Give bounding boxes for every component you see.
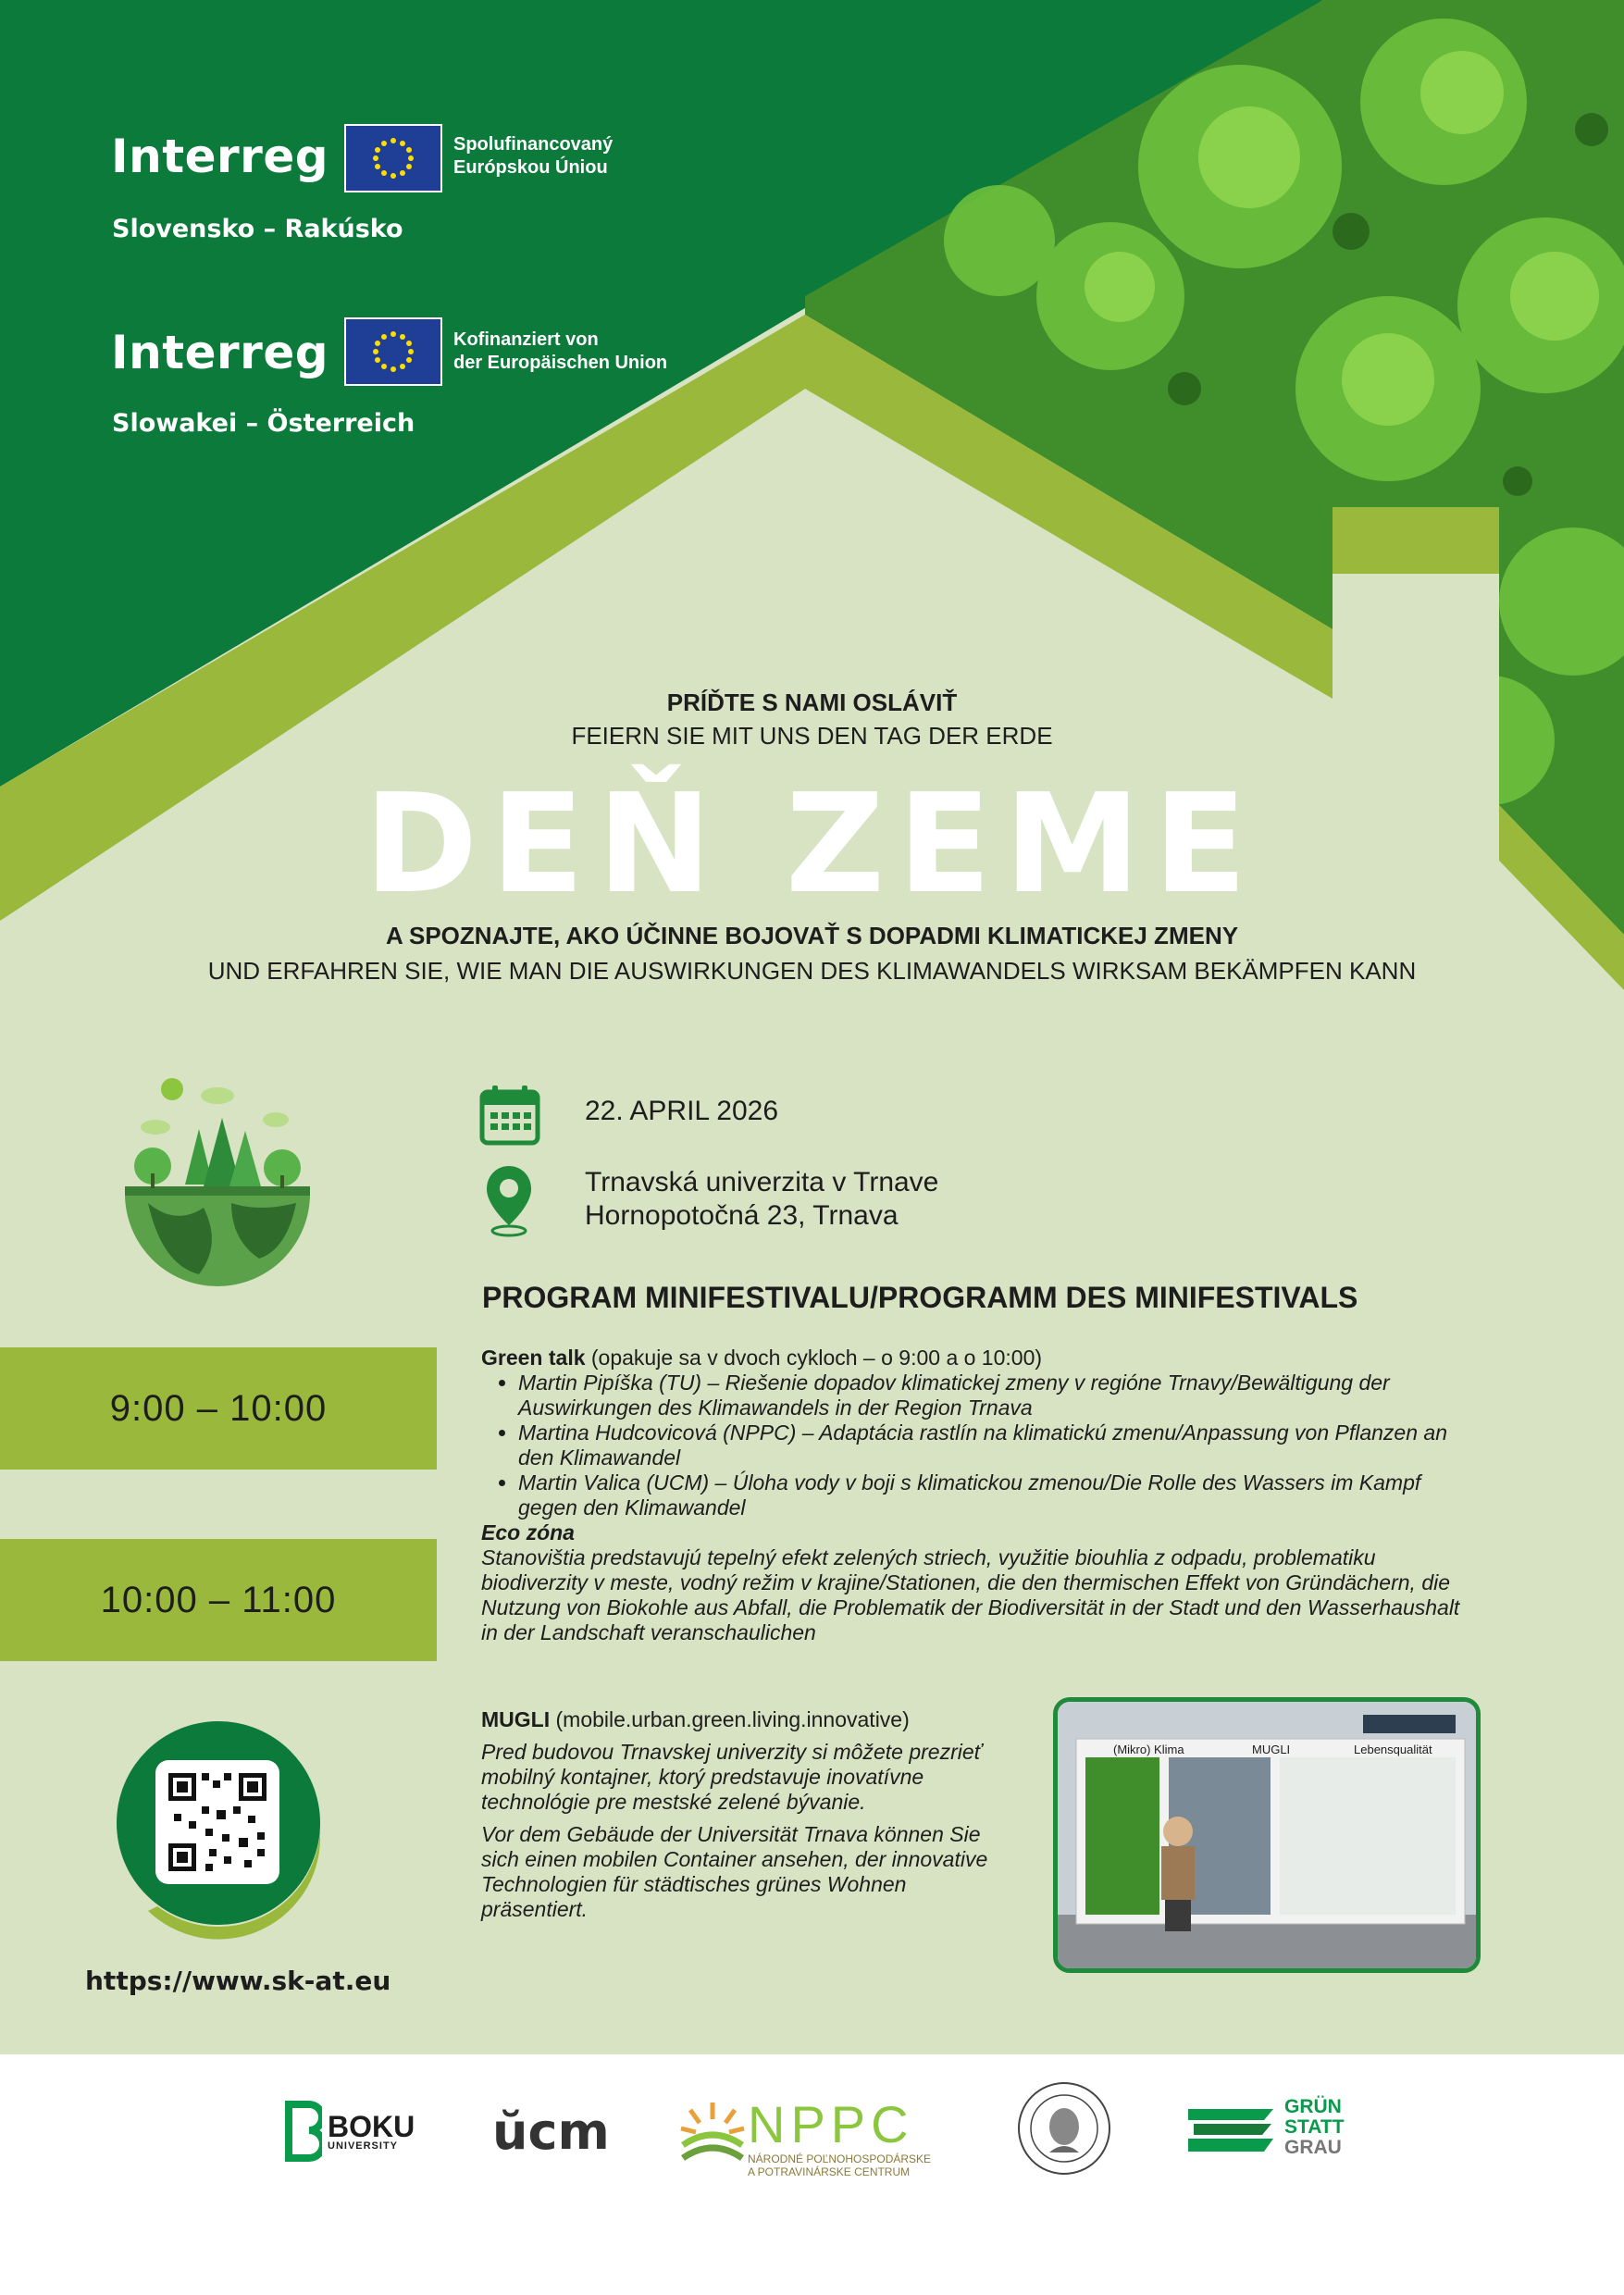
- qr-code[interactable]: [155, 1760, 279, 1884]
- interreg-logo-text: Interreg: [111, 130, 329, 183]
- mugli-text-de: Vor dem Gebäude der Universität Trnava können Sie sich einen mobilen Container ansehen, der innovative Technologien für städtisches grünes Wohnen präsentiert.: [481, 1822, 988, 1921]
- eco-zone-header: Eco zóna: [481, 1520, 575, 1544]
- green-talk-header: Green talk (opakuje sa v dvoch cykloch – o 9:00 a o 10:00): [481, 1346, 1043, 1370]
- subtitle-de: UND ERFAHREN SIE, WIE MAN DIE AUSWIRKUNGEN DES KLIMAWANDELS WIRKSAM BEKÄMPFEN KANN: [207, 957, 1417, 985]
- website-link[interactable]: https://www.sk-at.eu: [85, 1966, 391, 1996]
- photo-label: MUGLI: [1252, 1743, 1291, 1756]
- mugli-section: [481, 1707, 1009, 1922]
- eu-flag-icon: [344, 124, 442, 192]
- partner-logos-footer: BOKU UNIVERSITY ŭcm NPPC NÁRODNÉ POĽNOHOSPODÁRSKE A POTRAVINÁRSKE CENTRUM GRÜN STATT GRAU: [0, 2054, 1624, 2295]
- program-heading: PROGRAM MINIFESTIVALU/PROGRAMM DES MINIFESTIVALS: [482, 1281, 1358, 1314]
- location-pin-icon: [485, 1164, 533, 1238]
- time-slot-1: 9:00 – 10:00: [0, 1347, 437, 1470]
- subtitle-sk: A SPOZNAJTE, AKO ÚČINNE BOJOVAŤ S DOPADMI KLIMATICKEJ ZMENY: [385, 922, 1239, 949]
- earth-trees-icon: [111, 1064, 324, 1296]
- mugli-header: MUGLI (mobile.urban.green.living.innovative): [481, 1707, 910, 1731]
- eu-cofinanced-text-sk: Spolufinancovaný Európskou Úniou: [453, 134, 614, 178]
- eco-zone-text: Stanovištia predstavujú tepelný efekt zelených striech, využitie biouhlia z odpadu, problematiku biodiverzity v meste, vodný režim v krajine/Stationen, die den thermischen Effekt von Gründächern, die Nutzung von Biokohle aus Abfall, die Problematik der Biodiversität in der Stadt und den Wasserhaushalt in der Landschaft veranschaulichen: [481, 1545, 1460, 1644]
- talk-list: [481, 1371, 1481, 1520]
- intro-sk: PRÍĎTE S NAMI OSLÁVIŤ: [666, 688, 958, 716]
- eu-cofinanced-text-de: Kofinanziert von der Europäischen Union: [453, 329, 668, 373]
- eu-flag-icon: [344, 317, 442, 386]
- region-label-de: Slowakei – Österreich: [112, 409, 415, 438]
- mugli-text-sk: Pred budovou Trnavskej univerzity si môžete prezrieť mobilný kontajner, ktorý predstavuje inovatívne technológie pre mestské zelené bývanie.: [481, 1740, 982, 1814]
- photo-label: (Mikro) Klima: [1113, 1743, 1184, 1756]
- grun-statt-grau-logo: GRÜN STATT GRAU: [1186, 2097, 1345, 2158]
- program-body: [481, 1346, 1481, 1645]
- event-venue: Trnavská univerzita v Trnave Hornopotočná 23, Trnava: [585, 1167, 939, 1231]
- ucm-logo: ŭcm: [492, 2103, 610, 2161]
- trnava-university-seal: [1016, 2080, 1112, 2177]
- mugli-container-photo: [1053, 1697, 1481, 1973]
- intro-de: FEIERN SIE MIT UNS DEN TAG DER ERDE: [571, 722, 1053, 750]
- page-title: DEŇ ZEME: [364, 764, 1260, 924]
- interreg-logo-text: Interreg: [111, 326, 329, 379]
- list-item: • Martin Valica (UCM) – Úloha vody v boji s klimatickou zmenou/Die Rolle des Wassers im Kampf gegen den Klimawandel: [518, 1470, 1481, 1520]
- event-date: 22. APRIL 2026: [585, 1096, 779, 1126]
- calendar-icon: [479, 1085, 540, 1146]
- boku-logo: BOKU UNIVERSITY: [285, 2101, 415, 2162]
- time-slot-2: 10:00 – 11:00: [0, 1539, 437, 1661]
- list-item: • Martin Pipíška (TU) – Riešenie dopadov klimatickej zmeny v regióne Trnavy/Bewältigung der Auswirkungen des Klimawandels in der Region Trnava: [518, 1371, 1481, 1420]
- photo-label: Lebensqualität: [1354, 1743, 1432, 1756]
- region-label-sk: Slovensko – Rakúsko: [112, 215, 403, 243]
- list-item: • Martina Hudcovicová (NPPC) – Adaptácia rastlín na klimatickú zmenu/Anpassung von Pflanzen an den Klimawandel: [518, 1420, 1481, 1470]
